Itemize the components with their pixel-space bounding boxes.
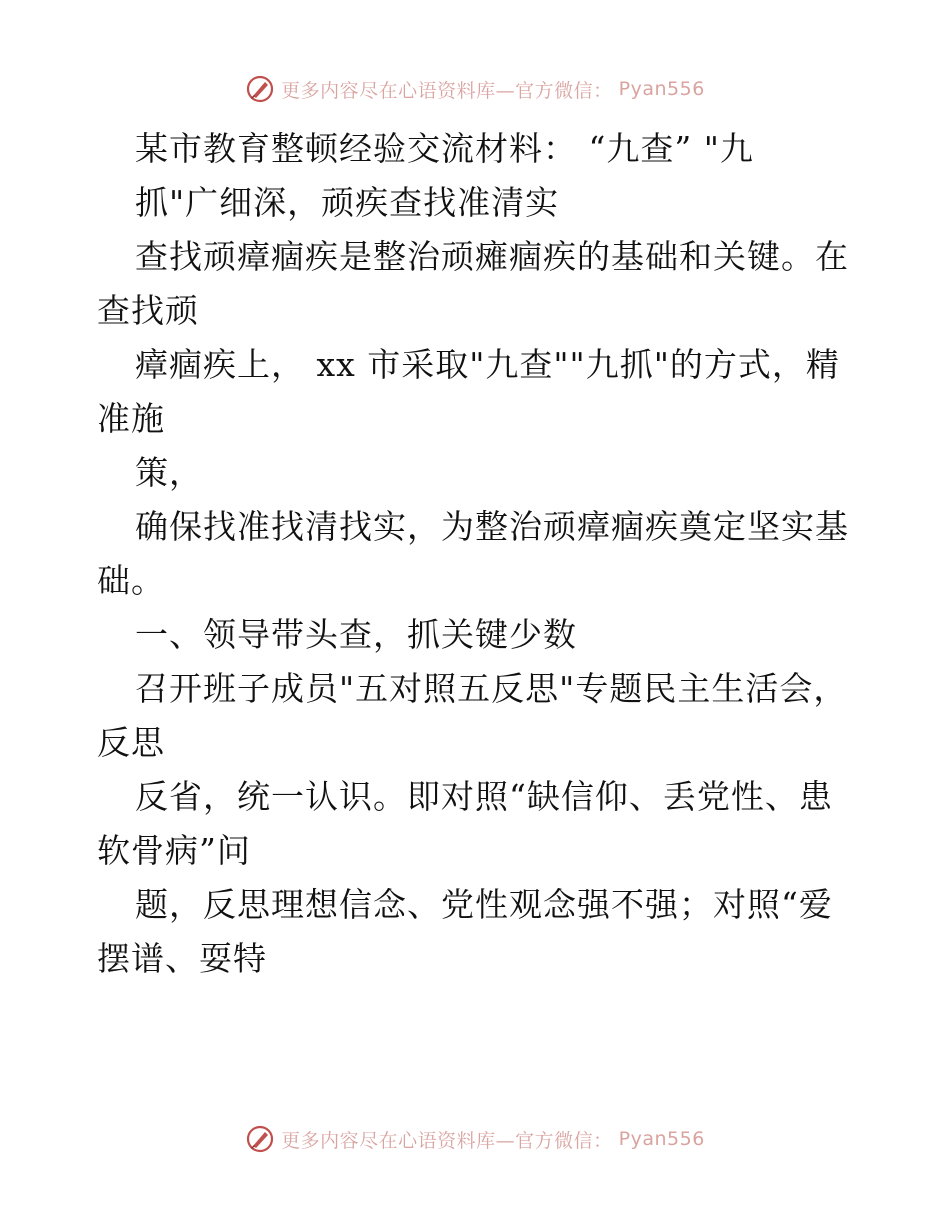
watermark-text: 更多内容尽在心语资料库—官方微信：: [281, 79, 613, 102]
section-heading: 一、领导带头查，抓关键少数: [135, 615, 577, 654]
paragraph-line: 召开班子成员"五对照五反思"专题民主生活会，: [135, 669, 848, 708]
doc-title-line-2: 抓"广细深，顽疾查找准清实: [135, 183, 560, 222]
pen-circle-logo-icon: [245, 1124, 275, 1154]
pen-circle-logo-icon: [245, 74, 275, 104]
paragraph-line: 础。: [97, 561, 165, 600]
doc-title-line-1: 某市教育整顿经验交流材料： “九查” "九: [135, 129, 754, 168]
paragraph-line: 策，: [135, 453, 203, 492]
paragraph-line: 瘴痼疾上， xx 市采取"九查""九抓"的方式，精: [135, 345, 840, 384]
paragraph-line: 查找顽: [97, 291, 199, 330]
paragraph-line: 摆谱、耍特: [97, 939, 267, 978]
watermark-wechat-id: Pyan556: [618, 1128, 705, 1150]
watermark-text: 更多内容尽在心语资料库—官方微信：: [281, 1129, 613, 1152]
header-watermark: [0, 74, 950, 104]
paragraph-line: 反思: [97, 723, 165, 762]
watermark-wechat-id: Pyan556: [618, 78, 705, 100]
footer-watermark: [0, 1124, 950, 1154]
paragraph-line: 准施: [97, 399, 165, 438]
paragraph-line: 软骨病”问: [97, 831, 251, 870]
paragraph-line: 题，反思理想信念、党性观念强不强；对照“爱: [135, 885, 833, 924]
paragraph-line: 反省，统一认识。即对照“缺信仰、丢党性、患: [135, 777, 833, 816]
paragraph-line: 查找顽瘴痼疾是整治顽瘫痼疾的基础和关键。在: [135, 237, 849, 276]
paragraph-line: 确保找准找清找实，为整治顽瘴痼疾奠定坚实基: [135, 507, 849, 546]
document-body: [97, 122, 857, 986]
